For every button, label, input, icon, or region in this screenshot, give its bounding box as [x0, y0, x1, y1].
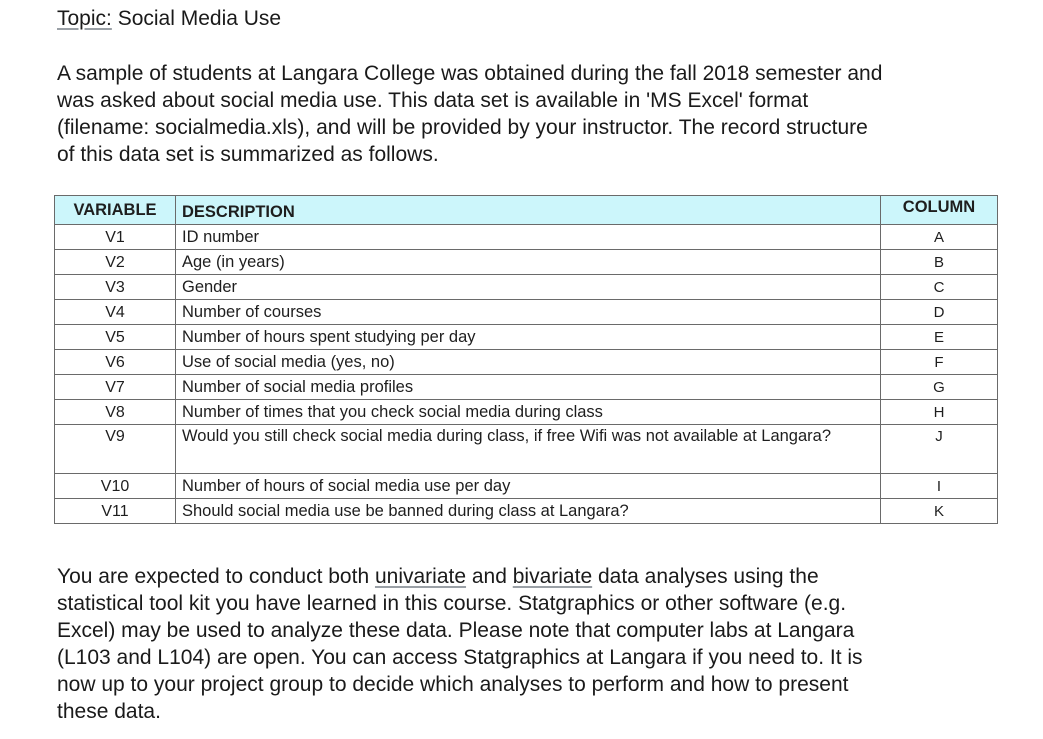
description-cell: Number of times that you check social media during class	[176, 400, 881, 425]
description-cell: Would you still check social media during class, if free Wifi was not available at Langara?	[176, 425, 881, 474]
instructions-lead: You are expected to conduct both	[57, 565, 375, 588]
instructions-text	[57, 563, 887, 725]
column-cell: K	[881, 499, 998, 524]
description-cell: Gender	[176, 275, 881, 300]
variable-cell: V9	[55, 425, 176, 474]
table-row	[55, 225, 998, 250]
column-cell: E	[881, 325, 998, 350]
description-cell: Number of hours of social media use per day	[176, 474, 881, 499]
column-cell: C	[881, 275, 998, 300]
table-row	[55, 275, 998, 300]
column-cell: F	[881, 350, 998, 375]
variable-cell: V3	[55, 275, 176, 300]
intro-text: A sample of students at Langara College was obtained during the fall 2018 semester and was asked about social media use. This data set is available in 'MS Excel' format (filename: socialmedia.xls), and will be provided by your instructor. The record structure of this data set is summarized as follows.	[57, 62, 883, 166]
table-row	[55, 425, 998, 474]
variable-cell: V2	[55, 250, 176, 275]
topic-label: Topic:	[57, 7, 112, 30]
table-header-row	[55, 196, 998, 225]
table-row	[55, 400, 998, 425]
description-cell: Number of hours spent studying per day	[176, 325, 881, 350]
column-cell: A	[881, 225, 998, 250]
description-cell: Number of courses	[176, 300, 881, 325]
column-cell: H	[881, 400, 998, 425]
column-cell: J	[881, 425, 998, 474]
variable-cell: V7	[55, 375, 176, 400]
variable-cell: V10	[55, 474, 176, 499]
table-row	[55, 325, 998, 350]
term-bivariate: bivariate	[512, 565, 593, 588]
instructions-paragraph	[57, 563, 887, 725]
description-cell: Age (in years)	[176, 250, 881, 275]
column-cell: D	[881, 300, 998, 325]
column-cell: B	[881, 250, 998, 275]
table-row	[55, 350, 998, 375]
header-variable: VARIABLE	[55, 196, 176, 225]
term-univariate: univariate	[374, 565, 467, 588]
table-row	[55, 375, 998, 400]
description-cell: Use of social media (yes, no)	[176, 350, 881, 375]
intro-paragraph	[57, 60, 887, 168]
variable-cell: V8	[55, 400, 176, 425]
table-row	[55, 300, 998, 325]
record-structure-table	[54, 195, 998, 524]
table-row	[55, 499, 998, 524]
variable-cell: V1	[55, 225, 176, 250]
variable-cell: V11	[55, 499, 176, 524]
instructions-mid: and	[466, 565, 513, 588]
description-cell: Number of social media profiles	[176, 375, 881, 400]
instructions-rest: data analyses using the statistical tool kit you have learned in this course. Statgraphics or other software (e.g. Excel) may be used to analyze these data. Please note that computer labs at Langara (L103 and L104) are open. You can access Statgraphics at Langara if you need to. It is now up to your project group to decide which analyses to perform and how to present these data.	[57, 565, 863, 723]
column-cell: G	[881, 375, 998, 400]
topic-value: Social Media Use	[111, 7, 282, 30]
variable-cell: V6	[55, 350, 176, 375]
description-cell: Should social media use be banned during class at Langara?	[176, 499, 881, 524]
column-cell: I	[881, 474, 998, 499]
page-title	[57, 6, 281, 32]
table-row	[55, 474, 998, 499]
header-column: COLUMN	[881, 196, 998, 225]
table-row	[55, 250, 998, 275]
variable-cell: V5	[55, 325, 176, 350]
description-cell: ID number	[176, 225, 881, 250]
variable-cell: V4	[55, 300, 176, 325]
header-description: DESCRIPTION	[176, 196, 881, 225]
